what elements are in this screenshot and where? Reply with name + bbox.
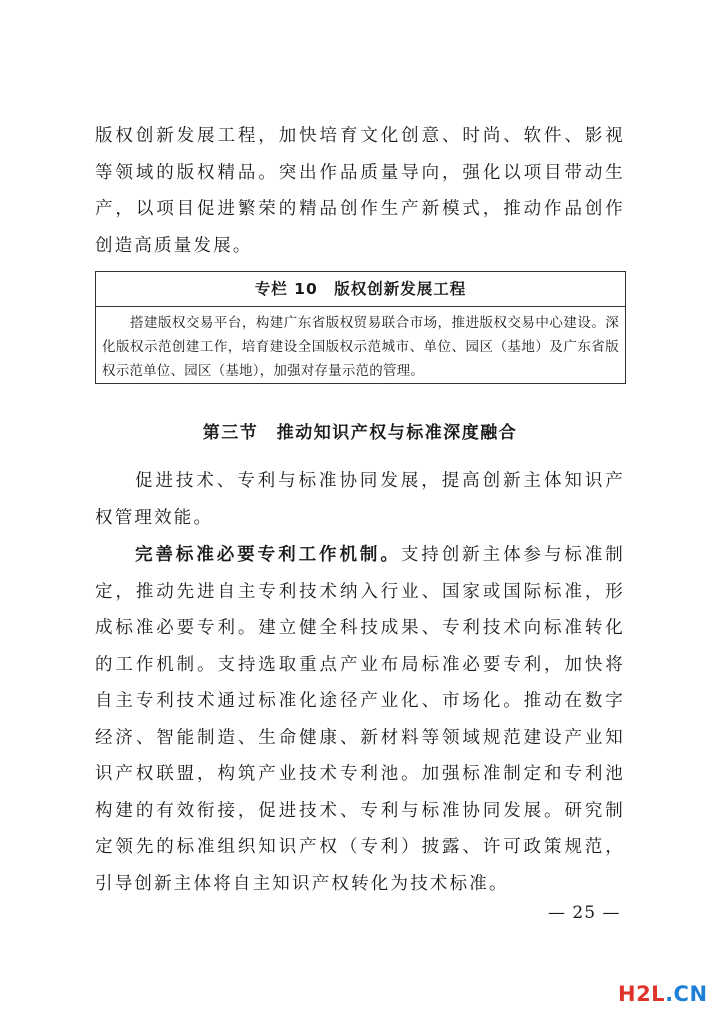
watermark-logo (618, 982, 708, 1006)
paragraph-standards-intro: 促进技术、专利与标准协同发展，提高创新主体知识产权管理效能。 (95, 471, 625, 528)
paragraph-lead-bold: 完善标准必要专利工作机制。 (135, 545, 401, 565)
column-box-title: 专栏 10 版权创新发展工程 (96, 272, 625, 307)
section-heading: 第三节 推动知识产权与标准深度融合 (202, 423, 518, 443)
paragraph-copyright-project: 版权创新发展工程，加快培育文化创意、时尚、软件、影视等领域的版权精品。突出作品质量导向，强化以项目带动生产，以项目促进繁荣的精品创作生产新模式，推动作品创作创造高质量发展。 (95, 126, 625, 256)
watermark-h2l: H2L (618, 982, 666, 1006)
page-number: — 25 — (548, 903, 621, 923)
paragraph-standard-patents (95, 537, 625, 902)
column-box (95, 271, 626, 384)
column-box-body: 搭建版权交易平台，构建广东省版权贸易联合市场，推进版权交易中心建设。深化版权示范创建工作，培育建设全国版权示范城市、单位、园区（基地）及广东省版权示范单位、园区（基地），加强对存量示范的管理。 (102, 315, 619, 379)
paragraph-body-text: 支持创新主体参与标准制定，推动先进自主专利技术纳入行业、国家或国际标准，形成标准必要专利。建立健全科技成果、专利技术向标准转化的工作机制。支持选取重点产业布局标准必要专利，加快将自主专利技术通过标准化途径产业化、市场化。推动在数字经济、智能制造、生命健康、新材料等领域规范建设产业知识产权联盟，构筑产业技术专利池。加强标准制定和专利池构建的有效衔接，促进技术、专利与标准协同发展。研究制定领先的标准组织知识产权（专利）披露、许可政策规范，引导创新主体将自主知识产权转化为技术标准。 (95, 545, 626, 894)
watermark-cn: .CN (665, 982, 708, 1006)
